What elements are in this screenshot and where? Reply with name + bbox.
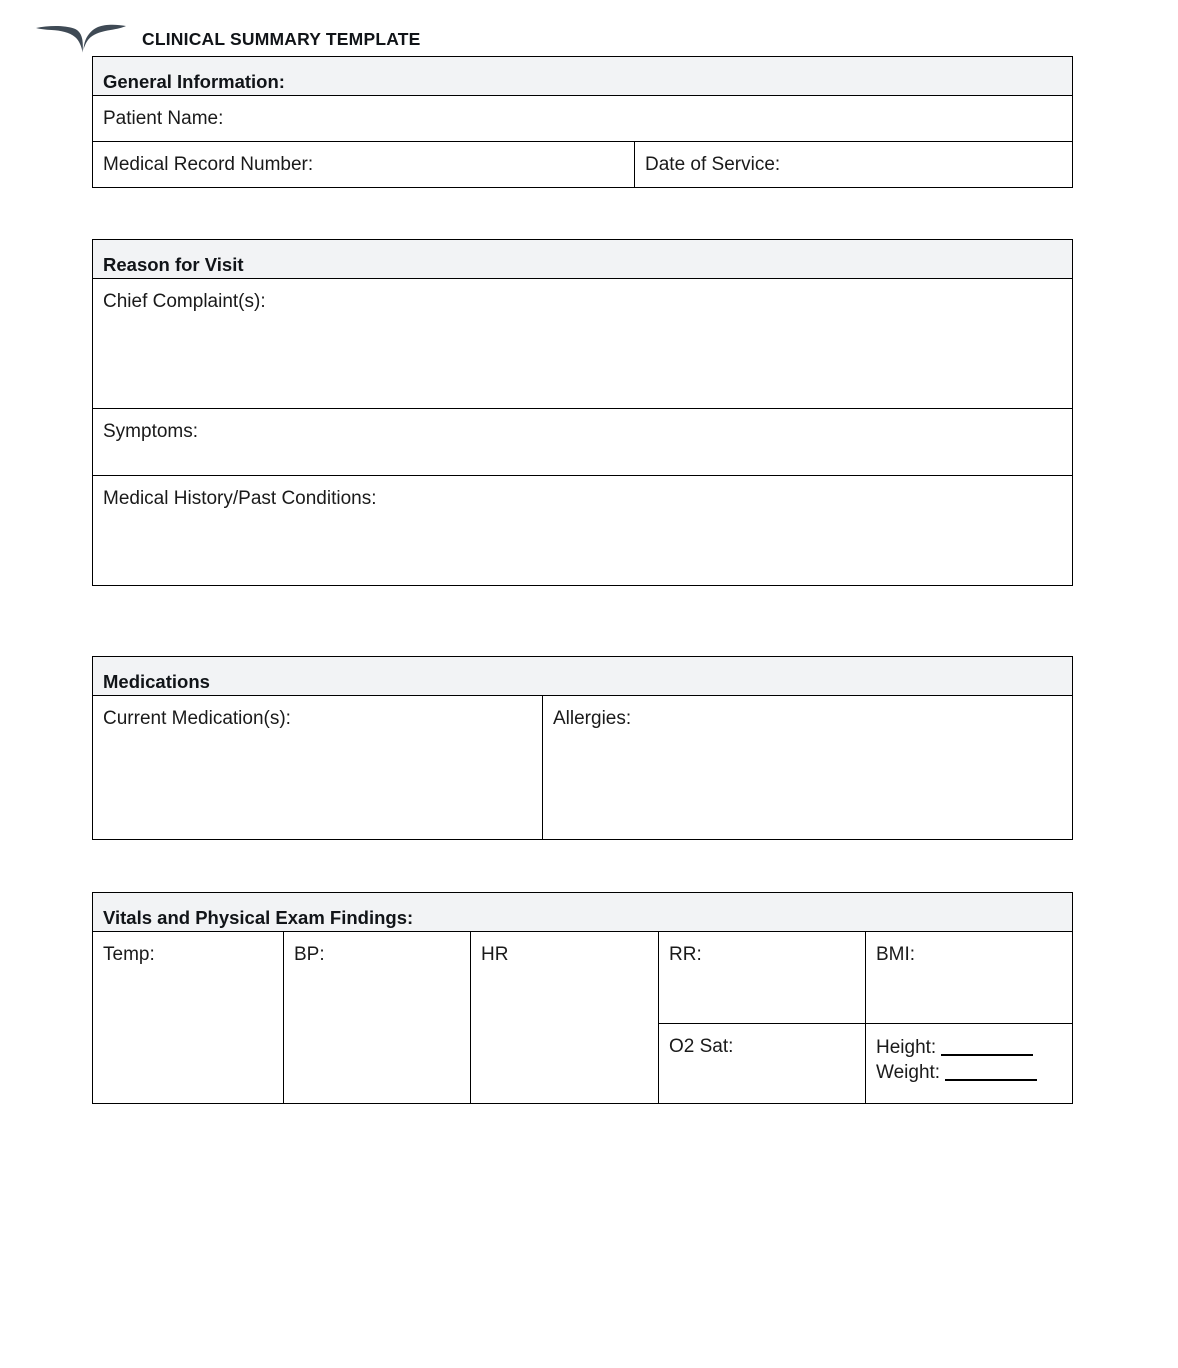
weight-row[interactable] <box>876 1061 1072 1085</box>
reason-for-visit-heading: Reason for Visit <box>93 240 1073 279</box>
table-row <box>93 657 1073 696</box>
wings-logo-icon <box>34 19 128 59</box>
table-row <box>93 476 1073 586</box>
table-row <box>93 893 1073 932</box>
hr-field[interactable]: HR <box>471 932 659 1104</box>
vitals-heading: Vitals and Physical Exam Findings: <box>93 893 1073 932</box>
bmi-field[interactable]: BMI: <box>866 932 1073 1024</box>
patient-name-field[interactable]: Patient Name: <box>93 96 1073 142</box>
bp-field[interactable]: BP: <box>284 932 471 1104</box>
general-information-heading: General Information: <box>93 57 1073 96</box>
vitals-section <box>92 892 1073 1104</box>
date-of-service-field[interactable]: Date of Service: <box>635 142 1073 188</box>
section-spacer <box>0 586 1178 656</box>
table-row <box>93 279 1073 409</box>
weight-label: Weight: <box>876 1061 941 1083</box>
height-label: Height: <box>876 1037 937 1058</box>
table-row <box>93 96 1073 142</box>
current-medications-field[interactable]: Current Medication(s): <box>93 696 543 840</box>
o2-sat-field[interactable]: O2 Sat: <box>659 1024 866 1104</box>
table-row <box>93 240 1073 279</box>
weight-blank-line[interactable] <box>945 1079 1037 1081</box>
table-row <box>93 932 1073 1024</box>
reason-for-visit-section <box>92 239 1073 586</box>
chief-complaint-field[interactable]: Chief Complaint(s): <box>93 279 1073 409</box>
medical-history-field[interactable]: Medical History/Past Conditions: <box>93 476 1073 586</box>
page-header <box>0 0 1178 56</box>
medications-section <box>92 656 1073 840</box>
general-information-section <box>92 56 1073 188</box>
height-row[interactable] <box>876 1036 1072 1060</box>
table-row <box>93 696 1073 840</box>
medical-record-number-field[interactable]: Medical Record Number: <box>93 142 635 188</box>
section-spacer <box>0 840 1178 892</box>
table-row <box>93 142 1073 188</box>
height-weight-cell[interactable] <box>866 1024 1073 1104</box>
temp-field[interactable]: Temp: <box>93 932 284 1104</box>
page-title: CLINICAL SUMMARY TEMPLATE <box>142 28 421 49</box>
table-row <box>93 57 1073 96</box>
allergies-field[interactable]: Allergies: <box>543 696 1073 840</box>
medications-heading: Medications <box>93 657 1073 696</box>
section-spacer <box>0 188 1178 239</box>
height-blank-line[interactable] <box>941 1054 1033 1056</box>
table-row <box>93 409 1073 476</box>
rr-field[interactable]: RR: <box>659 932 866 1024</box>
symptoms-field[interactable]: Symptoms: <box>93 409 1073 476</box>
